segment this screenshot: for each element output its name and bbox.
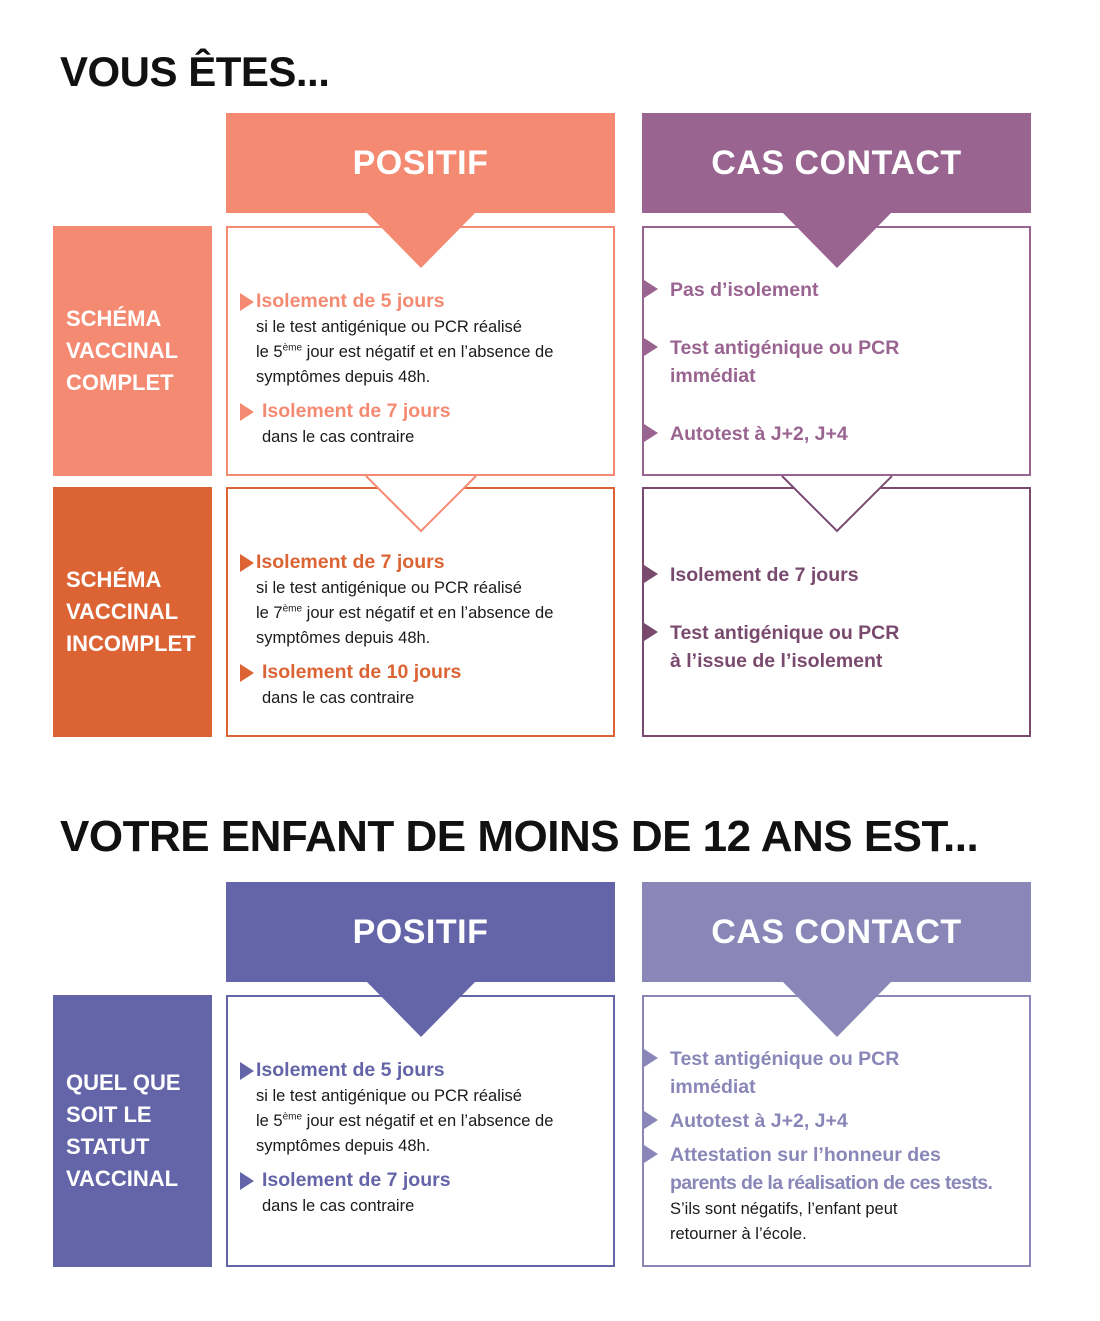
positif-complet-item2: [262, 398, 605, 450]
bullet-arrow-icon: [240, 554, 254, 572]
positif-child-item1-line1: si le test antigénique ou PCR réalisé: [256, 1087, 522, 1105]
positif-incomplet-item2-line1: dans le cas contraire: [262, 689, 415, 707]
contact-child-item1-line1: Test antigénique ou PCR: [670, 1048, 900, 1070]
line2-pre: le 5: [256, 343, 283, 361]
positif-child-item2: [262, 1167, 605, 1219]
row-label-statut-line2: SOIT LE: [66, 1102, 152, 1127]
bullet-arrow-icon: [644, 623, 658, 641]
row-label-statut-line1: QUEL QUE: [66, 1070, 181, 1095]
line2-pre: le 7: [256, 604, 283, 622]
positif-complet-item2-title: Isolement de 7 jours: [262, 400, 451, 422]
box-contact-child: [642, 995, 1031, 1267]
positif-complet-item2-line1: dans le cas contraire: [262, 428, 415, 446]
row-label-incomplet-line1: SCHÉMA: [66, 567, 162, 592]
bullet-arrow-icon: [644, 424, 658, 442]
box-positif-child: [226, 995, 615, 1267]
row-label-complet: [53, 226, 212, 476]
positif-incomplet-item1-line3: symptômes depuis 48h.: [256, 629, 431, 647]
bullet-arrow-icon: [240, 664, 254, 682]
positif-incomplet-item1-line1: si le test antigénique ou PCR réalisé: [256, 579, 522, 597]
positif-incomplet-item2: [262, 659, 605, 711]
row-label-incomplet-line3: INCOMPLET: [66, 631, 196, 656]
contact-incomplet-item1-text: Isolement de 7 jours: [670, 564, 859, 586]
line2-post: jour est négatif et en l’absence de: [302, 604, 554, 622]
positif-child-item1-line2: [256, 1109, 605, 1134]
row-label-statut-line4: VACCINAL: [66, 1166, 179, 1191]
line2-post: jour est négatif et en l’absence de: [302, 1112, 554, 1130]
positif-child-item2-line1: dans le cas contraire: [262, 1197, 415, 1215]
positif-complet-item1-title: Isolement de 5 jours: [256, 290, 445, 312]
positif-complet-item1: [256, 288, 605, 390]
contact-complet-item3-text: Autotest à J+2, J+4: [670, 423, 848, 445]
contact-child-item3-text1: S’ils sont négatifs, l’enfant peut: [670, 1200, 898, 1218]
positif-incomplet-item2-title: Isolement de 10 jours: [262, 661, 462, 683]
section2-title: VOTRE ENFANT DE MOINS DE 12 ANS EST...: [60, 812, 979, 861]
bullet-arrow-icon: [644, 1111, 658, 1129]
row-label-complet-line3: COMPLET: [66, 370, 174, 395]
contact-child-item1: [670, 1045, 1021, 1101]
bullet-arrow-icon: [240, 293, 254, 311]
contact-child-item2: [670, 1107, 1021, 1135]
positif-incomplet-item1: [256, 549, 605, 651]
positif-child-item1-line3: symptômes depuis 48h.: [256, 1137, 431, 1155]
box-positif-incomplet: [226, 487, 615, 737]
contact-incomplet-item2: [670, 619, 1021, 675]
contact-complet-item3: [670, 420, 1021, 448]
positif-child-item1-title: Isolement de 5 jours: [256, 1059, 445, 1081]
bullet-arrow-icon: [644, 1049, 658, 1067]
contact-incomplet-item1: [670, 561, 1021, 589]
positif-complet-item1-line2: [256, 340, 605, 365]
box-contact-complet: [642, 226, 1031, 476]
header-contact-child: [642, 882, 1031, 982]
positif-incomplet-item1-title: Isolement de 7 jours: [256, 551, 445, 573]
contact-child-item3-line1: Attestation sur l’honneur des: [670, 1144, 941, 1166]
bullet-arrow-icon: [644, 1145, 658, 1163]
header-contact-child-label: CAS CONTACT: [711, 912, 962, 951]
contact-complet-item1-text: Pas d’isolement: [670, 279, 819, 301]
bullet-arrow-icon: [644, 280, 658, 298]
contact-child-item3: [670, 1141, 1021, 1247]
row-label-complet-line2: VACCINAL: [66, 338, 179, 363]
row-label-incomplet-line2: VACCINAL: [66, 599, 179, 624]
contact-child-item3-line2: parents de la réalisation de ces tests.: [670, 1172, 993, 1194]
line2-sup: ème: [282, 603, 303, 615]
header-positif-child-label: POSITIF: [352, 912, 489, 951]
positif-child-item1: [256, 1057, 605, 1159]
bullet-arrow-icon: [240, 1062, 254, 1080]
line2-pre: le 5: [256, 1112, 283, 1130]
contact-complet-item2-line1: Test antigénique ou PCR: [670, 337, 900, 359]
row-label-complet-line1: SCHÉMA: [66, 306, 162, 331]
contact-child-item1-line2: immédiat: [670, 1076, 756, 1098]
row-label-statut: [53, 995, 212, 1267]
contact-child-item2-text: Autotest à J+2, J+4: [670, 1110, 848, 1132]
positif-child-item2-title: Isolement de 7 jours: [262, 1169, 451, 1191]
bullet-arrow-icon: [644, 565, 658, 583]
header-positif-adult-label: POSITIF: [352, 143, 489, 182]
contact-incomplet-item2-line2: à l’issue de l’isolement: [670, 650, 883, 672]
row-label-statut-line3: STATUT: [66, 1134, 150, 1159]
positif-complet-item1-line3: symptômes depuis 48h.: [256, 368, 431, 386]
contact-complet-item1: [670, 276, 1021, 304]
contact-complet-item2: [670, 334, 1021, 390]
header-contact-adult-label: CAS CONTACT: [711, 143, 962, 182]
header-positif-child: [226, 882, 615, 982]
contact-complet-item2-line2: immédiat: [670, 365, 756, 387]
bullet-arrow-icon: [240, 403, 254, 421]
line2-post: jour est négatif et en l’absence de: [302, 343, 554, 361]
box-contact-incomplet: [642, 487, 1031, 737]
row-label-incomplet: [53, 487, 212, 737]
positif-complet-item1-line1: si le test antigénique ou PCR réalisé: [256, 318, 522, 336]
line2-sup: ème: [282, 1111, 303, 1123]
header-contact-adult: [642, 113, 1031, 213]
contact-child-item3-text2: retourner à l’école.: [670, 1225, 807, 1243]
positif-incomplet-item1-line2: [256, 601, 605, 626]
section1-title: VOUS ÊTES...: [60, 48, 330, 95]
contact-incomplet-item2-line1: Test antigénique ou PCR: [670, 622, 900, 644]
header-positif-adult: [226, 113, 615, 213]
line2-sup: ème: [282, 342, 303, 354]
bullet-arrow-icon: [644, 338, 658, 356]
box-positif-complet: [226, 226, 615, 476]
bullet-arrow-icon: [240, 1172, 254, 1190]
